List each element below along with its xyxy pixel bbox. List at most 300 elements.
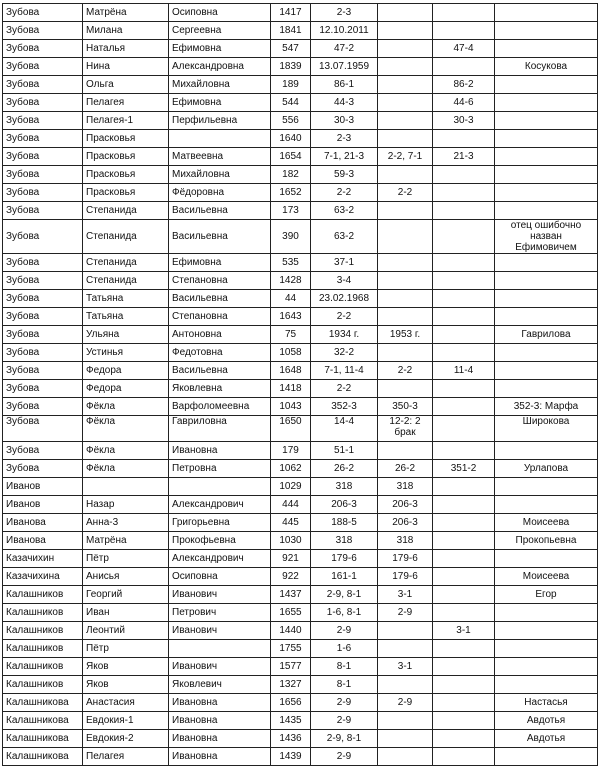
cell-surname: Калашников: [3, 622, 83, 640]
cell-reference-2: [378, 344, 433, 362]
cell-given-name: Георгий: [83, 586, 169, 604]
cell-reference: 188-5: [311, 514, 378, 532]
cell-reference: 2-9: [311, 622, 378, 640]
cell-surname: Калашников: [3, 658, 83, 676]
cell-given-name: Анисья: [83, 568, 169, 586]
cell-surname: Калашникова: [3, 694, 83, 712]
cell-given-name: Степанида: [83, 254, 169, 272]
table-row: [3, 676, 598, 694]
cell-reference-2: [378, 748, 433, 766]
cell-reference-2: [378, 166, 433, 184]
cell-record-number: 547: [271, 40, 311, 58]
cell-note: [495, 344, 598, 362]
cell-reference: 7-1, 11-4: [311, 362, 378, 380]
table-row: [3, 550, 598, 568]
cell-reference: 14-4: [311, 416, 378, 442]
cell-reference: 2-9: [311, 694, 378, 712]
cell-surname: Зубова: [3, 326, 83, 344]
cell-reference: 12.10.2011: [311, 22, 378, 40]
cell-note: Урлапова: [495, 460, 598, 478]
cell-given-name: Степанида: [83, 202, 169, 220]
cell-reference-2: [378, 76, 433, 94]
cell-given-name: Устинья: [83, 344, 169, 362]
cell-reference-3: [433, 676, 495, 694]
cell-reference: 30-3: [311, 112, 378, 130]
cell-patronymic: Ивановна: [169, 748, 271, 766]
table-row: [3, 532, 598, 550]
table-row: [3, 76, 598, 94]
cell-record-number: 1058: [271, 344, 311, 362]
cell-note: Гаврилова: [495, 326, 598, 344]
cell-reference: 63-2: [311, 220, 378, 254]
cell-reference: 352-3: [311, 398, 378, 416]
table-row: [3, 130, 598, 148]
cell-reference: 1934 г.: [311, 326, 378, 344]
cell-reference-2: 318: [378, 478, 433, 496]
cell-patronymic: Ивановна: [169, 730, 271, 748]
cell-reference-2: 2-2: [378, 362, 433, 380]
cell-reference-2: [378, 22, 433, 40]
table-row: [3, 112, 598, 130]
cell-reference-2: [378, 202, 433, 220]
cell-reference-3: 11-4: [433, 362, 495, 380]
cell-record-number: 922: [271, 568, 311, 586]
table-row: [3, 478, 598, 496]
cell-patronymic: Ивановна: [169, 712, 271, 730]
table-row: [3, 416, 598, 442]
cell-record-number: 1655: [271, 604, 311, 622]
cell-record-number: 189: [271, 76, 311, 94]
cell-reference: 179-6: [311, 550, 378, 568]
cell-note: [495, 622, 598, 640]
cell-surname: Зубова: [3, 220, 83, 254]
cell-reference: 2-2: [311, 380, 378, 398]
cell-patronymic: Осиповна: [169, 568, 271, 586]
cell-surname: Зубова: [3, 398, 83, 416]
cell-note: [495, 442, 598, 460]
register-table: [2, 3, 598, 766]
table-row: [3, 694, 598, 712]
table-row: [3, 94, 598, 112]
cell-reference-2: [378, 272, 433, 290]
table-row: [3, 658, 598, 676]
table-row: [3, 344, 598, 362]
cell-record-number: 1839: [271, 58, 311, 76]
cell-patronymic: Антоновна: [169, 326, 271, 344]
cell-reference-3: [433, 748, 495, 766]
cell-note: [495, 604, 598, 622]
cell-surname: Калашникова: [3, 712, 83, 730]
cell-note: [495, 166, 598, 184]
cell-reference-3: 3-1: [433, 622, 495, 640]
cell-note: [495, 22, 598, 40]
cell-reference-2: [378, 220, 433, 254]
cell-reference: 86-1: [311, 76, 378, 94]
cell-reference: 2-2: [311, 308, 378, 326]
cell-surname: Зубова: [3, 76, 83, 94]
cell-given-name: Яков: [83, 658, 169, 676]
table-row: [3, 326, 598, 344]
cell-surname: Зубова: [3, 202, 83, 220]
cell-note: [495, 272, 598, 290]
cell-reference-2: 2-2: [378, 184, 433, 202]
table-row: [3, 362, 598, 380]
cell-surname: Зубова: [3, 460, 83, 478]
cell-surname: Иванова: [3, 532, 83, 550]
cell-given-name: Милана: [83, 22, 169, 40]
cell-given-name: Евдокия-1: [83, 712, 169, 730]
cell-reference: 206-3: [311, 496, 378, 514]
cell-surname: Зубова: [3, 362, 83, 380]
cell-patronymic: Васильевна: [169, 202, 271, 220]
cell-patronymic: Васильевна: [169, 362, 271, 380]
cell-record-number: 1043: [271, 398, 311, 416]
cell-surname: Иванов: [3, 478, 83, 496]
cell-given-name: Степанида: [83, 220, 169, 254]
cell-note: Широкова: [495, 416, 598, 442]
cell-reference: 2-9, 8-1: [311, 730, 378, 748]
cell-surname: Калашникова: [3, 730, 83, 748]
cell-reference-3: [433, 658, 495, 676]
cell-given-name: Прасковья: [83, 130, 169, 148]
cell-reference-2: 350-3: [378, 398, 433, 416]
cell-reference-2: 179-6: [378, 550, 433, 568]
cell-given-name: Ольга: [83, 76, 169, 94]
cell-reference: 51-1: [311, 442, 378, 460]
cell-note: [495, 290, 598, 308]
cell-given-name: Пётр: [83, 550, 169, 568]
cell-given-name: Татьяна: [83, 308, 169, 326]
cell-reference-2: [378, 308, 433, 326]
cell-note: [495, 4, 598, 22]
cell-given-name: Пелагея: [83, 748, 169, 766]
cell-given-name: Фёкла: [83, 416, 169, 442]
cell-record-number: 1418: [271, 380, 311, 398]
cell-reference: 37-1: [311, 254, 378, 272]
cell-reference-2: 2-2, 7-1: [378, 148, 433, 166]
cell-reference-2: [378, 712, 433, 730]
cell-given-name: Ульяна: [83, 326, 169, 344]
cell-surname: Зубова: [3, 308, 83, 326]
cell-reference-3: [433, 290, 495, 308]
cell-surname: Зубова: [3, 148, 83, 166]
cell-record-number: 535: [271, 254, 311, 272]
table-row: [3, 22, 598, 40]
cell-surname: Калашников: [3, 640, 83, 658]
cell-reference-2: [378, 40, 433, 58]
cell-patronymic: Петровна: [169, 460, 271, 478]
register-body: [3, 4, 598, 766]
cell-reference: 161-1: [311, 568, 378, 586]
cell-record-number: 1417: [271, 4, 311, 22]
cell-note: [495, 550, 598, 568]
cell-note: Авдотья: [495, 730, 598, 748]
cell-reference: 1-6: [311, 640, 378, 658]
cell-surname: Зубова: [3, 22, 83, 40]
cell-surname: Зубова: [3, 416, 83, 442]
cell-given-name: Прасковья: [83, 184, 169, 202]
cell-record-number: 1029: [271, 478, 311, 496]
cell-reference: 23.02.1968: [311, 290, 378, 308]
cell-reference-2: 12-2: 2 брак: [378, 416, 433, 442]
cell-given-name: Прасковья: [83, 148, 169, 166]
cell-record-number: 179: [271, 442, 311, 460]
cell-surname: Калашников: [3, 586, 83, 604]
cell-reference: 2-9: [311, 712, 378, 730]
cell-given-name: Федора: [83, 380, 169, 398]
cell-reference-3: [433, 640, 495, 658]
cell-patronymic: Степановна: [169, 272, 271, 290]
table-row: [3, 220, 598, 254]
cell-note: [495, 130, 598, 148]
cell-note: Косукова: [495, 58, 598, 76]
cell-note: [495, 148, 598, 166]
cell-record-number: 390: [271, 220, 311, 254]
cell-patronymic: Иванович: [169, 622, 271, 640]
cell-given-name: Фёкла: [83, 442, 169, 460]
table-row: [3, 202, 598, 220]
cell-reference-3: [433, 130, 495, 148]
cell-note: Настасья: [495, 694, 598, 712]
cell-patronymic: Матвеевна: [169, 148, 271, 166]
cell-reference-2: 26-2: [378, 460, 433, 478]
cell-patronymic: Ефимовна: [169, 94, 271, 112]
cell-given-name: Евдокия-2: [83, 730, 169, 748]
cell-patronymic: Ефимовна: [169, 40, 271, 58]
cell-reference: 2-9, 8-1: [311, 586, 378, 604]
cell-record-number: 44: [271, 290, 311, 308]
cell-given-name: Прасковья: [83, 166, 169, 184]
cell-record-number: 556: [271, 112, 311, 130]
cell-patronymic: Степановна: [169, 308, 271, 326]
cell-reference-3: 86-2: [433, 76, 495, 94]
cell-record-number: 1648: [271, 362, 311, 380]
cell-reference-3: 44-6: [433, 94, 495, 112]
cell-reference-2: 3-1: [378, 658, 433, 676]
cell-patronymic: Михайловна: [169, 166, 271, 184]
table-row: [3, 568, 598, 586]
cell-note: Авдотья: [495, 712, 598, 730]
cell-reference-3: [433, 694, 495, 712]
cell-surname: Калашников: [3, 604, 83, 622]
cell-record-number: 444: [271, 496, 311, 514]
cell-patronymic: Яковлевна: [169, 380, 271, 398]
cell-patronymic: [169, 640, 271, 658]
cell-note: [495, 478, 598, 496]
cell-record-number: 173: [271, 202, 311, 220]
cell-reference: 2-2: [311, 184, 378, 202]
cell-record-number: 1643: [271, 308, 311, 326]
cell-reference-2: [378, 730, 433, 748]
cell-note: [495, 658, 598, 676]
cell-reference-3: [433, 712, 495, 730]
cell-reference-3: 47-4: [433, 40, 495, 58]
cell-record-number: 544: [271, 94, 311, 112]
table-row: [3, 398, 598, 416]
cell-reference: 8-1: [311, 658, 378, 676]
table-row: [3, 380, 598, 398]
cell-reference-2: [378, 4, 433, 22]
cell-reference-2: 2-9: [378, 694, 433, 712]
cell-patronymic: Григорьевна: [169, 514, 271, 532]
cell-patronymic: Михайловна: [169, 76, 271, 94]
cell-surname: Зубова: [3, 58, 83, 76]
cell-reference-3: [433, 604, 495, 622]
cell-patronymic: Осиповна: [169, 4, 271, 22]
cell-patronymic: Фёдоровна: [169, 184, 271, 202]
cell-reference: 8-1: [311, 676, 378, 694]
table-row: [3, 586, 598, 604]
cell-patronymic: Александрович: [169, 496, 271, 514]
cell-reference-2: [378, 130, 433, 148]
cell-record-number: 1640: [271, 130, 311, 148]
cell-given-name: Яков: [83, 676, 169, 694]
cell-reference-3: 30-3: [433, 112, 495, 130]
cell-reference-3: 351-2: [433, 460, 495, 478]
cell-reference: 44-3: [311, 94, 378, 112]
cell-reference: 26-2: [311, 460, 378, 478]
cell-reference-2: [378, 622, 433, 640]
cell-note: Моисеева: [495, 568, 598, 586]
cell-note: Прокопьевна: [495, 532, 598, 550]
cell-given-name: Фёкла: [83, 460, 169, 478]
cell-surname: Зубова: [3, 166, 83, 184]
cell-record-number: 75: [271, 326, 311, 344]
cell-reference: 63-2: [311, 202, 378, 220]
cell-record-number: 182: [271, 166, 311, 184]
cell-reference-3: [433, 58, 495, 76]
cell-patronymic: Яковлевич: [169, 676, 271, 694]
cell-reference-2: 2-9: [378, 604, 433, 622]
table-row: [3, 496, 598, 514]
cell-reference-3: [433, 586, 495, 604]
cell-note: [495, 748, 598, 766]
cell-patronymic: Васильевна: [169, 220, 271, 254]
cell-reference-3: [433, 220, 495, 254]
table-row: [3, 460, 598, 478]
cell-patronymic: Перфильевна: [169, 112, 271, 130]
cell-reference-2: 1953 г.: [378, 326, 433, 344]
cell-surname: Зубова: [3, 442, 83, 460]
cell-given-name: Пелагея: [83, 94, 169, 112]
cell-reference-2: [378, 640, 433, 658]
cell-reference: 318: [311, 532, 378, 550]
cell-surname: Казачихина: [3, 568, 83, 586]
cell-reference-3: [433, 166, 495, 184]
table-row: [3, 712, 598, 730]
cell-reference-3: [433, 478, 495, 496]
cell-reference-3: [433, 344, 495, 362]
table-row: [3, 40, 598, 58]
cell-reference-3: [433, 730, 495, 748]
cell-reference-3: [433, 22, 495, 40]
cell-surname: Зубова: [3, 112, 83, 130]
cell-patronymic: Сергеевна: [169, 22, 271, 40]
cell-patronymic: Петрович: [169, 604, 271, 622]
cell-given-name: Матрёна: [83, 4, 169, 22]
cell-reference-2: [378, 94, 433, 112]
cell-patronymic: Ивановна: [169, 442, 271, 460]
cell-patronymic: Александровна: [169, 58, 271, 76]
cell-surname: Зубова: [3, 380, 83, 398]
cell-reference-3: [433, 398, 495, 416]
cell-reference: 47-2: [311, 40, 378, 58]
cell-surname: Казачихин: [3, 550, 83, 568]
cell-reference-3: [433, 568, 495, 586]
cell-given-name: Иван: [83, 604, 169, 622]
cell-surname: Зубова: [3, 130, 83, 148]
table-row: [3, 148, 598, 166]
cell-reference-2: 318: [378, 532, 433, 550]
cell-note: [495, 112, 598, 130]
cell-reference-3: [433, 272, 495, 290]
table-row: [3, 254, 598, 272]
cell-surname: Зубова: [3, 94, 83, 112]
cell-given-name: Наталья: [83, 40, 169, 58]
cell-record-number: 1327: [271, 676, 311, 694]
cell-reference-3: [433, 496, 495, 514]
cell-record-number: 1650: [271, 416, 311, 442]
cell-surname: Зубова: [3, 4, 83, 22]
table-row: [3, 272, 598, 290]
cell-given-name: Анна-3: [83, 514, 169, 532]
cell-patronymic: Иванович: [169, 586, 271, 604]
cell-reference-3: [433, 416, 495, 442]
table-row: [3, 730, 598, 748]
cell-given-name: Пётр: [83, 640, 169, 658]
cell-given-name: Анастасия: [83, 694, 169, 712]
cell-note: [495, 254, 598, 272]
cell-reference: 3-4: [311, 272, 378, 290]
cell-note: [495, 94, 598, 112]
cell-record-number: 1428: [271, 272, 311, 290]
cell-reference: 7-1, 21-3: [311, 148, 378, 166]
cell-note: 352-3: Марфа: [495, 398, 598, 416]
cell-reference: 2-3: [311, 130, 378, 148]
cell-patronymic: Ефимовна: [169, 254, 271, 272]
table-row: [3, 166, 598, 184]
cell-record-number: 1656: [271, 694, 311, 712]
cell-reference-3: [433, 514, 495, 532]
cell-record-number: 1439: [271, 748, 311, 766]
cell-patronymic: Васильевна: [169, 290, 271, 308]
table-row: [3, 184, 598, 202]
cell-reference-3: [433, 326, 495, 344]
cell-reference-2: [378, 676, 433, 694]
cell-record-number: 921: [271, 550, 311, 568]
cell-reference-3: [433, 254, 495, 272]
cell-surname: Зубова: [3, 272, 83, 290]
cell-note: Егор: [495, 586, 598, 604]
cell-patronymic: [169, 130, 271, 148]
cell-record-number: 1577: [271, 658, 311, 676]
table-row: [3, 604, 598, 622]
cell-reference-2: [378, 254, 433, 272]
cell-record-number: 1436: [271, 730, 311, 748]
cell-record-number: 1841: [271, 22, 311, 40]
cell-reference: 1-6, 8-1: [311, 604, 378, 622]
cell-given-name: Федора: [83, 362, 169, 380]
cell-reference-2: 179-6: [378, 568, 433, 586]
table-row: [3, 442, 598, 460]
cell-note: [495, 362, 598, 380]
cell-surname: Калашников: [3, 676, 83, 694]
cell-given-name: [83, 478, 169, 496]
table-row: [3, 308, 598, 326]
cell-reference: 2-9: [311, 748, 378, 766]
cell-record-number: 1030: [271, 532, 311, 550]
cell-record-number: 1435: [271, 712, 311, 730]
